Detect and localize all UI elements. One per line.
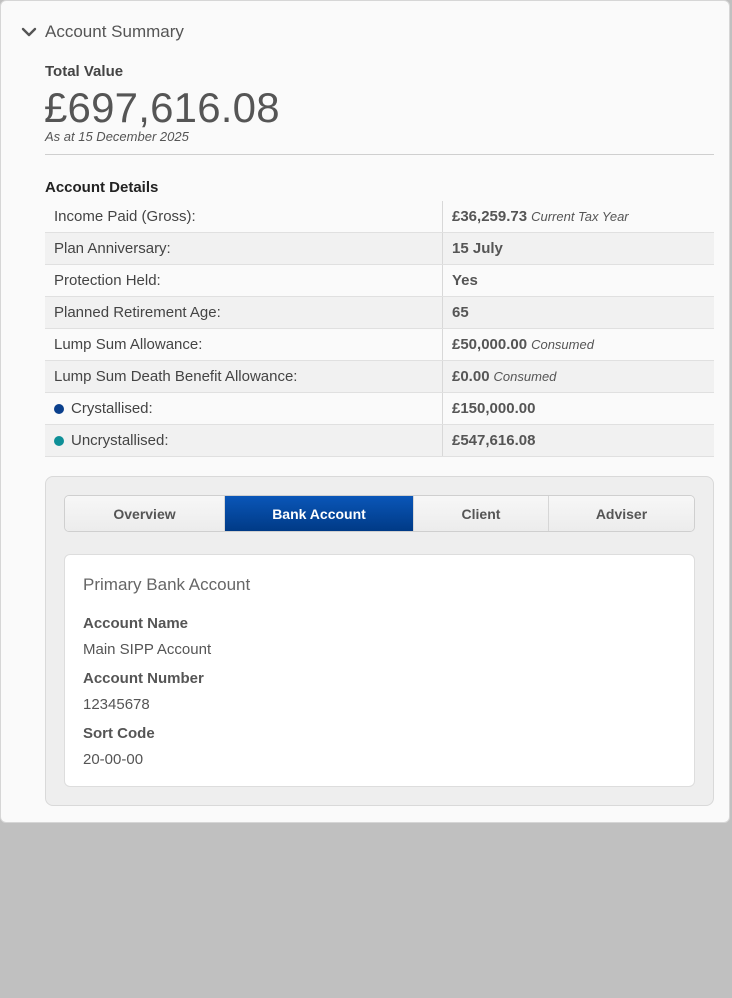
table-row [45,425,714,457]
bank-account-card [64,554,695,787]
account-summary-title: Account Summary [45,22,184,41]
lump-sum-value: £50,000.00 [452,336,528,353]
row-value-cell [443,329,715,361]
account-name-label: Account Name [83,615,189,632]
protection-held-value: Yes [443,265,715,297]
table-row [45,361,714,393]
table-row [45,393,714,425]
tab-client[interactable]: Client [414,496,549,531]
income-paid-value: £36,259.73 [452,208,528,225]
account-number-value: 12345678 [83,696,150,713]
uncrystallised-label: Uncrystallised: [71,432,169,449]
as-at-date: As at 15 December 2025 [45,129,189,144]
tab-overview[interactable]: Overview [65,496,225,531]
tab-adviser[interactable]: Adviser [549,496,694,531]
row-label: Protection Held: [45,265,443,297]
table-row [45,297,714,329]
income-paid-note: Current Tax Year [531,209,629,224]
row-value-cell [443,361,715,393]
crystallised-value: £150,000.00 [443,393,715,425]
chevron-down-icon [21,24,37,40]
total-value: £697,616.08 [44,84,280,131]
row-label-cell [45,393,443,425]
tab-bank-account[interactable]: Bank Account [225,496,414,531]
row-label: Income Paid (Gross): [45,201,443,233]
death-benefit-value: £0.00 [452,368,490,385]
row-label: Lump Sum Death Benefit Allowance: [45,361,443,393]
row-label-cell [45,425,443,457]
tab-bar [64,495,695,532]
table-row [45,329,714,361]
account-details-table [45,201,714,457]
account-details-title: Account Details [45,179,159,196]
total-value-label: Total Value [45,63,124,80]
account-number-label: Account Number [83,670,204,687]
sort-code-value: 20-00-00 [83,751,144,768]
crystallised-label: Crystallised: [71,400,153,417]
sort-code-label: Sort Code [83,725,155,742]
bank-card-title: Primary Bank Account [83,575,251,594]
crystallised-legend-dot [54,404,64,414]
account-summary-toggle[interactable] [21,21,184,43]
row-label: Lump Sum Allowance: [45,329,443,361]
retirement-age-value: 65 [443,297,715,329]
uncrystallised-value: £547,616.08 [443,425,715,457]
row-value-cell [443,201,715,233]
row-label: Planned Retirement Age: [45,297,443,329]
death-benefit-note: Consumed [493,369,557,384]
row-label: Plan Anniversary: [45,233,443,265]
divider [45,154,714,155]
lump-sum-note: Consumed [531,337,594,352]
table-row [45,265,714,297]
plan-anniversary-value: 15 July [443,233,715,265]
table-row [45,201,714,233]
table-row [45,233,714,265]
account-name-value: Main SIPP Account [83,641,212,658]
tab-panel [45,476,714,806]
uncrystallised-legend-dot [54,436,64,446]
